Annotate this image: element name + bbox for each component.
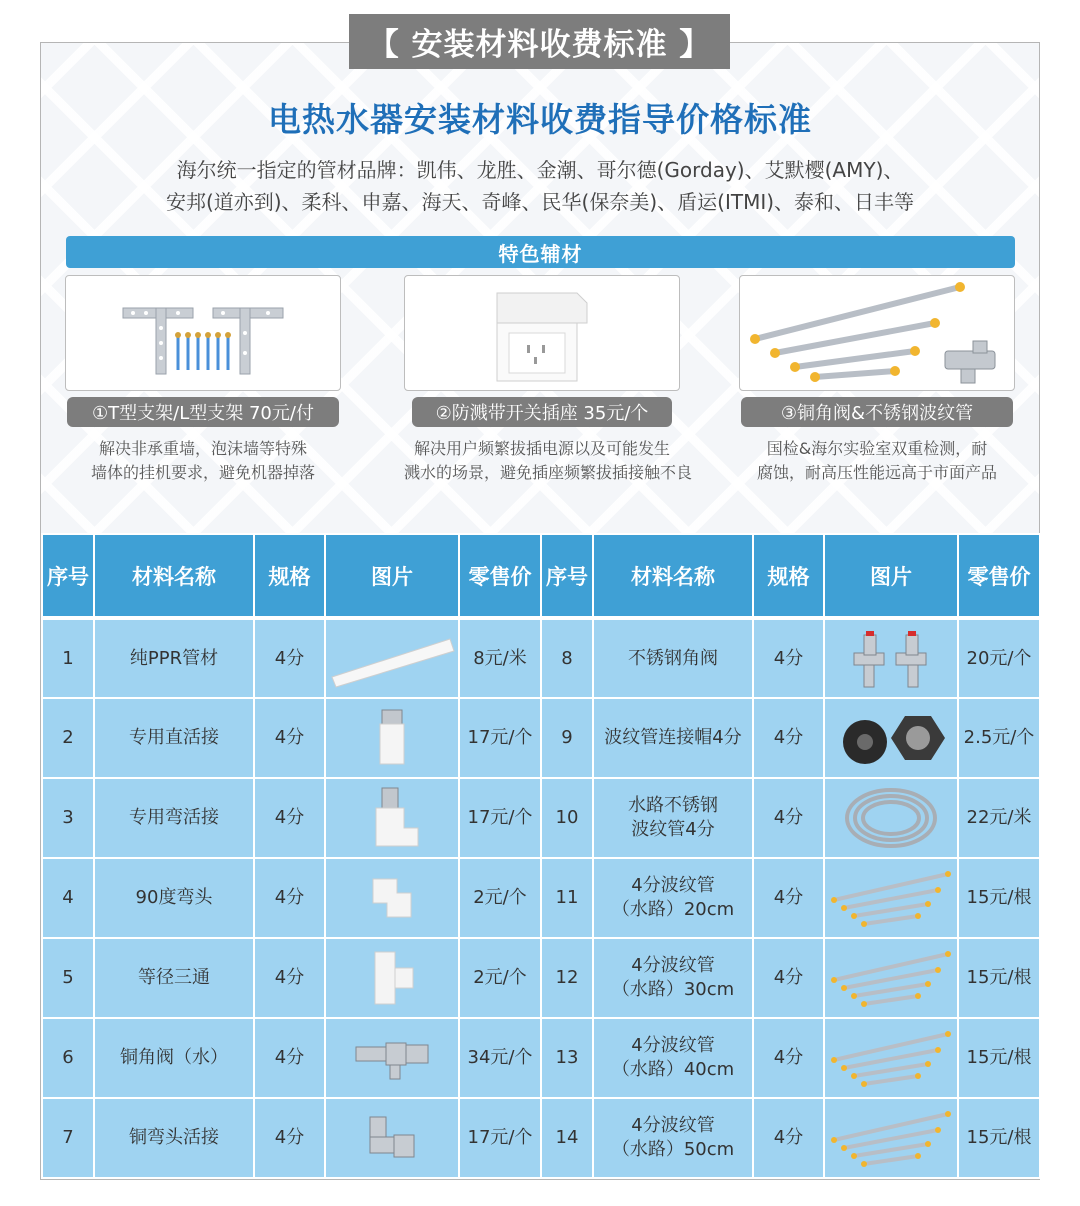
material-image [824, 938, 958, 1018]
feature-caption: ②防溅带开关插座 35元/个 [412, 397, 672, 427]
material-name: 铜角阀（水） [94, 1018, 254, 1098]
feature-desc-line: 腐蚀，耐高压性能远高于市面产品 [756, 463, 997, 482]
material-price: 34元/个 [459, 1018, 541, 1098]
material-spec: 4分 [753, 858, 824, 938]
material-spec: 4分 [753, 778, 824, 858]
copper-elbow-icon [364, 1113, 420, 1163]
col-header: 规格 [254, 534, 325, 618]
material-spec: 4分 [753, 938, 824, 1018]
material-price: 15元/根 [958, 1098, 1040, 1178]
table-row [42, 858, 1040, 938]
straight-union-icon [372, 708, 412, 768]
braided-hose-icon [828, 868, 954, 928]
angle-valve-icon [846, 627, 936, 691]
material-spec: 4分 [254, 1018, 325, 1098]
table-row [42, 938, 1040, 1018]
material-name: 波纹管连接帽4分 [593, 698, 753, 778]
material-image [325, 938, 459, 1018]
row-number: 10 [541, 778, 593, 858]
material-name: 专用弯活接 [94, 778, 254, 858]
material-image [824, 778, 958, 858]
material-price: 2元/个 [459, 938, 541, 1018]
brand-line-2: 安邦(道亦到)、柔科、申嘉、海天、奇峰、民华(保奈美)、盾运(ITMI)、泰和、日丰等 [165, 190, 915, 214]
row-number: 4 [42, 858, 94, 938]
col-header: 零售价 [958, 534, 1040, 618]
material-spec: 4分 [753, 698, 824, 778]
material-price: 15元/根 [958, 938, 1040, 1018]
brand-line-1: 海尔统一指定的管材品牌：凯伟、龙胜、金潮、哥尔德(Gorday)、艾默樱(AMY)、 [176, 158, 904, 182]
materials-price-table [41, 533, 1041, 1179]
material-spec: 4分 [254, 938, 325, 1018]
feature-desc-line: 溅水的场景，避免插座频繁拔插接触不良 [404, 463, 693, 482]
feature-card-bracket [65, 275, 341, 485]
material-name: 专用直活接 [94, 698, 254, 778]
table-row [42, 1098, 1040, 1178]
material-price: 17元/个 [459, 1098, 541, 1178]
elbow-90-icon [367, 873, 417, 923]
material-price: 8元/米 [459, 618, 541, 698]
material-name: 不锈钢角阀 [593, 618, 753, 698]
material-image [325, 1098, 459, 1178]
material-price: 2.5元/个 [958, 698, 1040, 778]
braided-hose-icon [828, 948, 954, 1008]
top-banner: 【 安装材料收费标准 】 [349, 14, 730, 69]
feature-image [739, 275, 1015, 391]
row-number: 8 [541, 618, 593, 698]
col-header: 零售价 [459, 534, 541, 618]
material-name: 90度弯头 [94, 858, 254, 938]
feature-description [65, 437, 341, 485]
section-heading: 特色辅材 [66, 236, 1015, 268]
material-name: 纯PPR管材 [94, 618, 254, 698]
col-header: 材料名称 [94, 534, 254, 618]
row-number: 12 [541, 938, 593, 1018]
ppr-pipe-icon [328, 629, 456, 689]
material-name: 4分波纹管 （水路）40cm [593, 1018, 753, 1098]
material-image [824, 1018, 958, 1098]
braided-hose-icon [828, 1028, 954, 1088]
tee-icon [367, 948, 417, 1008]
row-number: 1 [42, 618, 94, 698]
material-price: 22元/米 [958, 778, 1040, 858]
material-spec: 4分 [753, 618, 824, 698]
row-number: 14 [541, 1098, 593, 1178]
material-spec: 4分 [753, 1018, 824, 1098]
material-image [325, 858, 459, 938]
material-price: 15元/根 [958, 1018, 1040, 1098]
row-number: 3 [42, 778, 94, 858]
row-number: 13 [541, 1018, 593, 1098]
material-image [325, 698, 459, 778]
material-name: 水路不锈钢 波纹管4分 [593, 778, 753, 858]
table-row [42, 618, 1040, 698]
feature-image [404, 275, 680, 391]
material-name: 铜弯头活接 [94, 1098, 254, 1178]
material-name: 4分波纹管 （水路）50cm [593, 1098, 753, 1178]
table-row [42, 1018, 1040, 1098]
feature-card-socket [404, 275, 693, 485]
material-image [325, 778, 459, 858]
material-image [325, 1018, 459, 1098]
material-image [824, 858, 958, 938]
feature-description [739, 437, 1015, 485]
hose-coil-icon [841, 785, 941, 851]
feature-desc-line: 解决非承重墙，泡沫墙等特殊 [98, 439, 307, 458]
material-name: 4分波纹管 （水路）30cm [593, 938, 753, 1018]
row-number: 2 [42, 698, 94, 778]
material-spec: 4分 [254, 1098, 325, 1178]
material-image [824, 1098, 958, 1178]
material-name: 等径三通 [94, 938, 254, 1018]
feature-description [404, 437, 693, 485]
feature-card-valve [739, 275, 1015, 485]
feature-caption: ③铜角阀&不锈钢波纹管 [741, 397, 1013, 427]
col-header: 序号 [541, 534, 593, 618]
col-header: 图片 [325, 534, 459, 618]
feature-caption: ①T型支架/L型支架 70元/付 [67, 397, 339, 427]
material-spec: 4分 [254, 618, 325, 698]
row-number: 9 [541, 698, 593, 778]
elbow-union-icon [362, 786, 422, 850]
row-number: 6 [42, 1018, 94, 1098]
material-image [824, 698, 958, 778]
splash-socket-icon [487, 283, 597, 383]
material-spec: 4分 [254, 778, 325, 858]
row-number: 7 [42, 1098, 94, 1178]
material-image [325, 618, 459, 698]
material-spec: 4分 [254, 858, 325, 938]
col-header: 序号 [42, 534, 94, 618]
material-price: 15元/根 [958, 858, 1040, 938]
feature-desc-line: 解决用户频繁拔插电源以及可能发生 [413, 439, 670, 458]
bracket-icon [118, 288, 288, 378]
material-name: 4分波纹管 （水路）20cm [593, 858, 753, 938]
col-header: 图片 [824, 534, 958, 618]
braided-hose-icon [828, 1108, 954, 1168]
material-spec: 4分 [753, 1098, 824, 1178]
col-header: 材料名称 [593, 534, 753, 618]
brand-list [0, 154, 1080, 218]
row-number: 5 [42, 938, 94, 1018]
table-row [42, 778, 1040, 858]
material-price: 17元/个 [459, 778, 541, 858]
material-price: 20元/个 [958, 618, 1040, 698]
material-price: 17元/个 [459, 698, 541, 778]
material-price: 2元/个 [459, 858, 541, 938]
feature-image [65, 275, 341, 391]
page-title: 电热水器安装材料收费指导价格标准 [268, 100, 812, 139]
valve-hose-icon [745, 279, 1009, 387]
connector-cap-icon [835, 710, 947, 766]
material-spec: 4分 [254, 698, 325, 778]
copper-valve-icon [352, 1033, 432, 1083]
material-image [824, 618, 958, 698]
table-header-row [42, 534, 1040, 618]
row-number: 11 [541, 858, 593, 938]
table-row [42, 698, 1040, 778]
col-header: 规格 [753, 534, 824, 618]
feature-desc-line: 国检&海尔实验室双重检测，耐 [766, 439, 988, 458]
feature-desc-line: 墙体的挂机要求，避免机器掉落 [90, 463, 315, 482]
